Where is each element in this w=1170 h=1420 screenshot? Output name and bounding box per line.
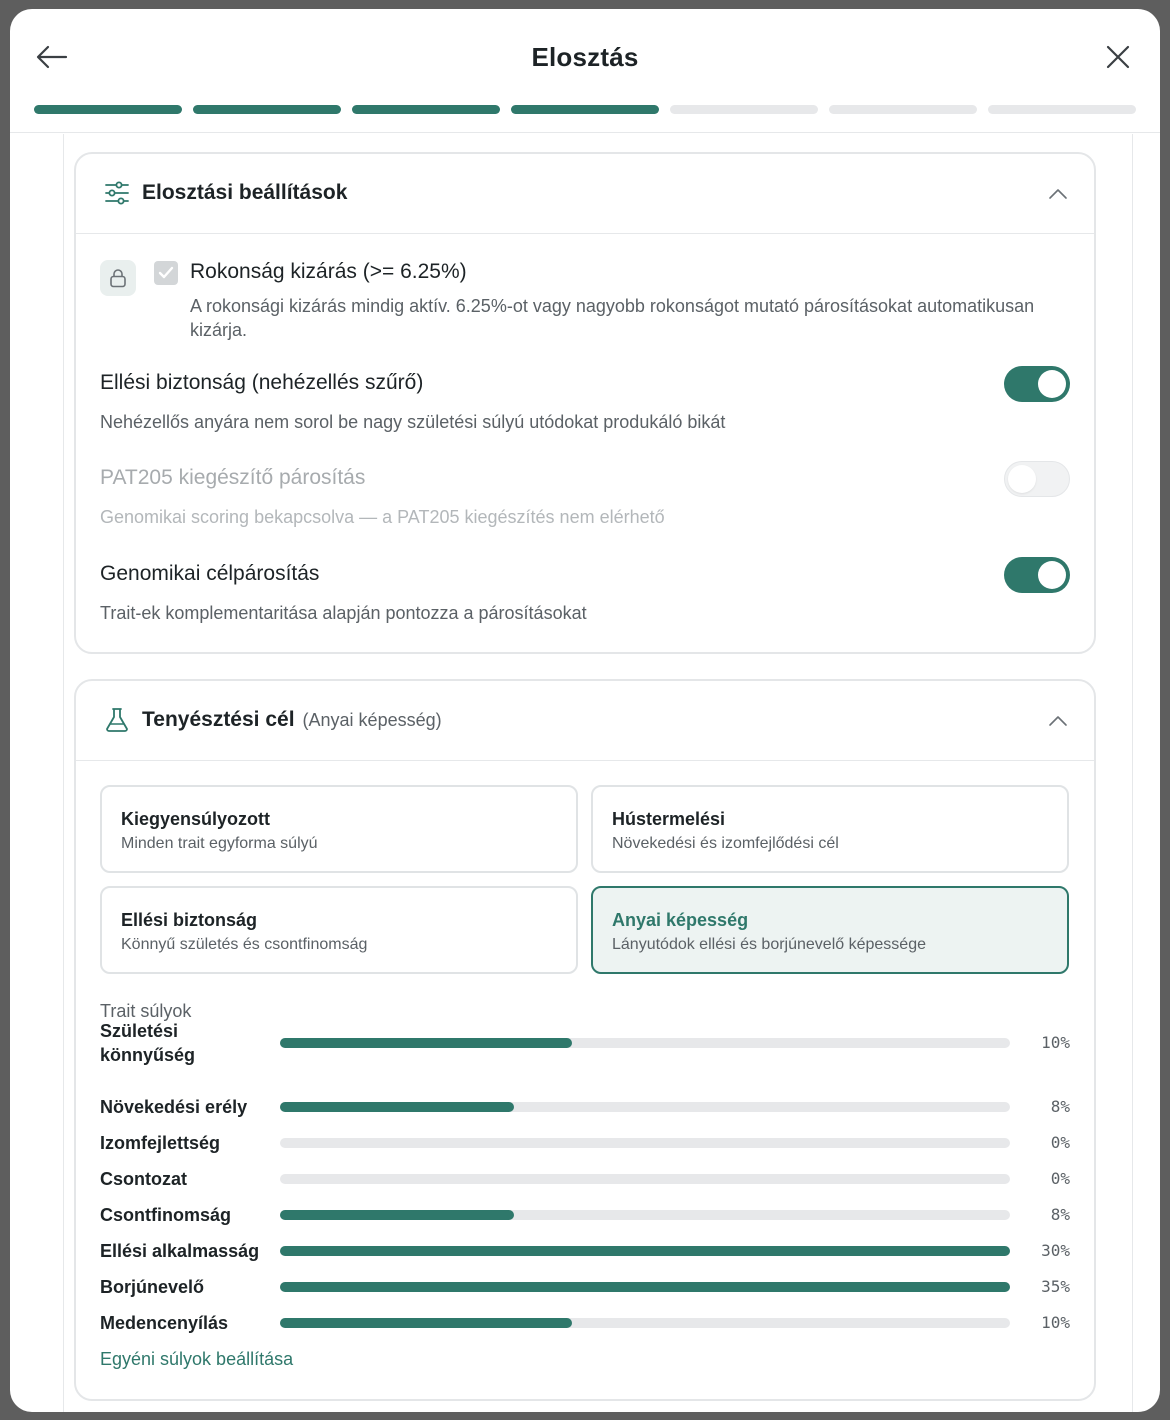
- progress-step: [988, 105, 1136, 114]
- breeding-goal-card: [74, 679, 1096, 1401]
- trait-weight-bar: [280, 1138, 1010, 1148]
- genomic-matching-title: Genomikai célpárosítás: [100, 562, 320, 585]
- calving-safety-desc: Nehézellős anyára nem sorol be nagy születési súlyú utódokat produkáló bikát: [100, 412, 726, 432]
- trait-weight-value: 8%: [1050, 1097, 1070, 1116]
- trait-weight-value: 10%: [1041, 1313, 1070, 1332]
- goal-option-desc: Könnyű születés és csontfinomság: [121, 936, 368, 953]
- toggle-knob: [1038, 370, 1066, 398]
- trait-weight-bar: [280, 1174, 1010, 1184]
- trait-name: Csontozat: [100, 1169, 187, 1189]
- distribution-settings-header[interactable]: [76, 154, 1094, 234]
- pat205-desc: Genomikai scoring bekapcsolva — a PAT205 kiegészítés nem elérhető: [100, 507, 665, 527]
- goal-option-desc: Lányutódok ellési és borjúnevelő képessége: [612, 936, 926, 953]
- checkmark-icon: [158, 266, 174, 280]
- goal-option-balanced[interactable]: [100, 785, 578, 873]
- trait-weight-bar: [280, 1102, 1010, 1112]
- toggle-knob: [1038, 561, 1066, 589]
- trait-name: Borjúnevelő: [100, 1277, 205, 1297]
- trait-name: Izomfejlettség: [100, 1133, 221, 1153]
- trait-weight-bar: [280, 1210, 1010, 1220]
- pat205-title: PAT205 kiegészítő párosítás: [100, 466, 366, 489]
- trait-weight-bar: [280, 1318, 1010, 1328]
- breeding-goal-title: [142, 706, 442, 734]
- trait-name: Ellési alkalmasság: [100, 1241, 260, 1261]
- progress-step: [34, 105, 182, 114]
- trait-weight-value: 0%: [1050, 1133, 1070, 1152]
- trait-weight-bar: [280, 1282, 1010, 1292]
- distribution-modal: [10, 9, 1160, 1412]
- breeding-goal-title-text: Tenyésztési cél: [142, 708, 295, 731]
- trait-weight-fill: [280, 1282, 1010, 1292]
- trait-weight-bar: [280, 1246, 1010, 1256]
- goal-option-meat[interactable]: [591, 785, 1069, 873]
- lock-badge: [100, 260, 136, 296]
- goal-option-desc: Minden trait egyforma súlyú: [121, 835, 318, 852]
- distribution-settings-title: Elosztási beállítások: [142, 181, 348, 204]
- flask-icon: [104, 707, 130, 733]
- trait-weight-fill: [280, 1318, 572, 1328]
- toggle-knob: [1008, 465, 1036, 493]
- progress-step: [511, 105, 659, 114]
- breeding-goal-header[interactable]: [76, 681, 1094, 761]
- progress-step: [670, 105, 818, 114]
- trait-weight-fill: [280, 1102, 514, 1112]
- goal-option-maternal[interactable]: [591, 886, 1069, 974]
- modal-header: [10, 9, 1160, 133]
- genomic-matching-toggle[interactable]: [1004, 557, 1070, 593]
- trait-weight-fill: [280, 1210, 514, 1220]
- goal-option-title: Anyai képesség: [612, 910, 749, 930]
- trait-name: Születési könnyűség: [100, 1021, 196, 1065]
- goal-option-calving-safety[interactable]: [100, 886, 578, 974]
- sliders-icon: [104, 180, 130, 206]
- trait-name: Növekedési erély: [100, 1097, 248, 1117]
- progress-step: [352, 105, 500, 114]
- kinship-exclusion-title: Rokonság kizárás (>= 6.25%): [190, 260, 467, 283]
- trait-weight-value: 0%: [1050, 1169, 1070, 1188]
- chevron-up-icon[interactable]: [1046, 182, 1070, 206]
- goal-option-title: Ellési biztonság: [121, 910, 258, 930]
- trait-weight-value: 35%: [1041, 1277, 1070, 1296]
- trait-name: Csontfinomság: [100, 1205, 232, 1225]
- trait-weight-bar: [280, 1038, 1010, 1048]
- trait-weight-value: 30%: [1041, 1241, 1070, 1260]
- content-divider-left: [63, 134, 64, 1412]
- goal-option-title: Kiegyensúlyozott: [121, 809, 271, 829]
- content-divider-right: [1132, 134, 1133, 1412]
- progress-step: [829, 105, 977, 114]
- kinship-exclusion-checkbox[interactable]: [154, 261, 178, 285]
- trait-weights-label: Trait súlyok: [100, 1001, 192, 1021]
- custom-weights-link[interactable]: Egyéni súlyok beállítása: [100, 1349, 294, 1369]
- close-icon: [1106, 45, 1130, 69]
- trait-weight-value: 8%: [1050, 1205, 1070, 1224]
- close-button[interactable]: [1100, 39, 1136, 75]
- calving-safety-title: Ellési biztonság (nehézellés szűrő): [100, 371, 424, 394]
- page-title: Elosztás: [531, 42, 639, 72]
- lock-icon: [109, 268, 127, 288]
- chevron-up-icon[interactable]: [1046, 709, 1070, 733]
- distribution-settings-card: [74, 152, 1096, 654]
- goal-option-desc: Növekedési és izomfejlődési cél: [612, 835, 839, 852]
- trait-weight-fill: [280, 1246, 1010, 1256]
- kinship-exclusion-desc: A rokonsági kizárás mindig aktív. 6.25%-ot vagy nagyobb rokonságot mutató párosításokat automatikusan kizárja.: [190, 296, 1035, 340]
- trait-name: Medencenyílás: [100, 1313, 229, 1333]
- calving-safety-toggle[interactable]: [1004, 366, 1070, 402]
- goal-option-title: Hústermelési: [612, 809, 726, 829]
- trait-weight-fill: [280, 1038, 572, 1048]
- breeding-goal-subtitle: (Anyai képesség): [302, 710, 442, 730]
- progress-step: [193, 105, 341, 114]
- pat205-toggle[interactable]: [1004, 461, 1070, 497]
- genomic-matching-desc: Trait-ek komplementaritása alapján pontozza a párosításokat: [100, 603, 587, 623]
- trait-weight-value: 10%: [1041, 1033, 1070, 1052]
- modal-content[interactable]: [10, 134, 1160, 1412]
- progress-steps: [34, 105, 1136, 114]
